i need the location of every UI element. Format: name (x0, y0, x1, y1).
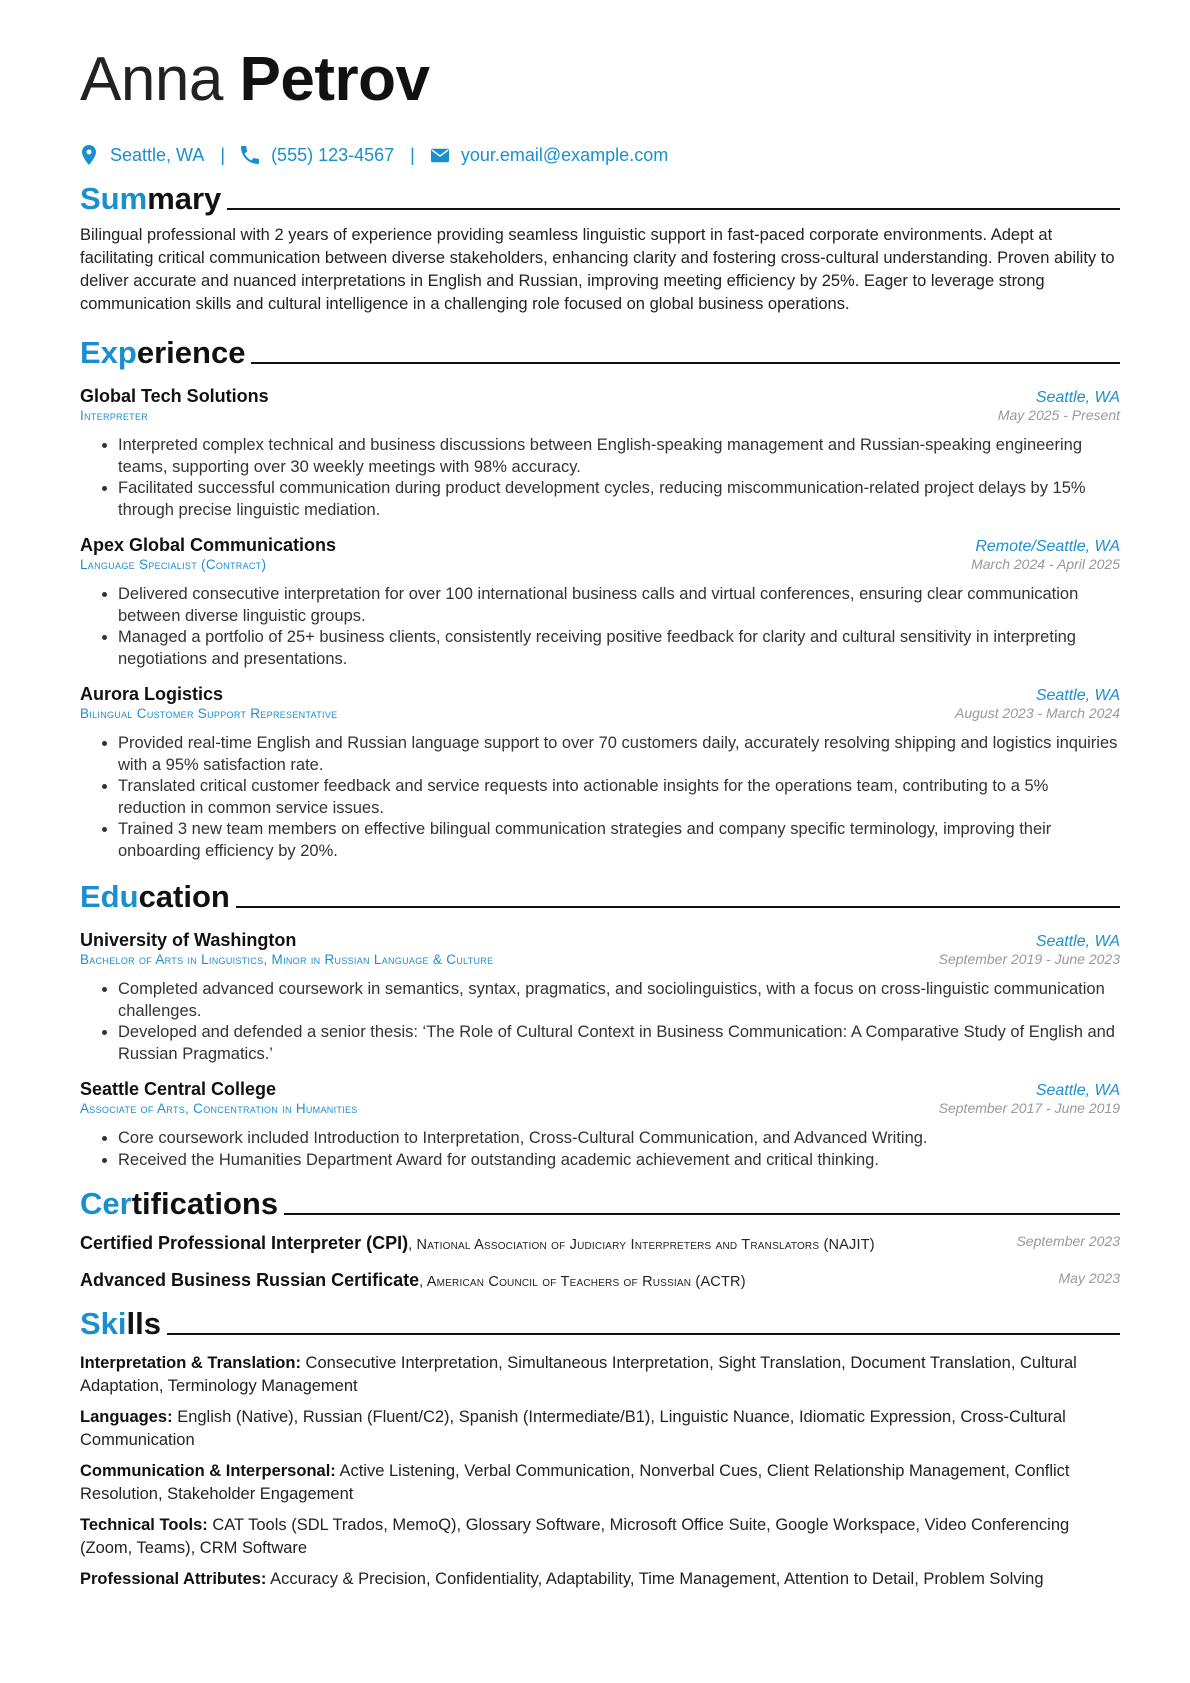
bullet-item: • Interpreted complex technical and business discussions between English-speaking management and Russian-speaking engineering teams, supporting over 30 weekly meetings with 98% accuracy. (118, 435, 1120, 478)
bullet-item: • Trained 3 new team members on effective bilingual communication strategies and company specific terminology, improving their onboarding efficiency by 20%. (118, 819, 1120, 862)
skill-label: Languages: (80, 1408, 173, 1426)
education-entry (80, 930, 1120, 1065)
last-name: Petrov (239, 45, 430, 114)
skill-line (80, 1460, 1120, 1505)
contact-email[interactable] (431, 145, 668, 166)
bullet-item: • Core coursework included Introduction to Interpretation, Cross-Cultural Communication, and Advanced Writing. (118, 1128, 1120, 1150)
location-text: Seattle, WA (110, 144, 205, 165)
bullet-list (80, 435, 1120, 521)
entry-location: Seattle, WA (1035, 687, 1120, 704)
certification-name: Advanced Business Russian Certificate (80, 1270, 420, 1290)
entry-dates: August 2023 - March 2024 (955, 705, 1120, 721)
envelope-icon (431, 145, 449, 165)
summary-heading (80, 176, 1120, 218)
skill-values: Consecutive Interpretation, Simultaneous Interpretation, Sight Translation, Document Translation, Cultural Adaptation, Terminology Management (80, 1354, 1077, 1395)
entry-location: Remote/Seattle, WA (975, 538, 1120, 555)
school-name: University of Washington (80, 930, 297, 950)
job-title: Bilingual Customer Support Representative (80, 706, 338, 721)
section-title: Skills (80, 1306, 161, 1341)
job-title: Language Specialist (Contract) (80, 557, 267, 572)
certification-issuer: , National Association of Judiciary Interpreters and Translators (NAJIT) (408, 1237, 875, 1253)
section-title: Certifications (80, 1186, 279, 1221)
certification-name: Certified Professional Interpreter (CPI) (80, 1233, 409, 1253)
skills-heading (80, 1301, 1120, 1343)
bullet-list (80, 1128, 1120, 1171)
phone-text: (555) 123-4567 (271, 144, 395, 165)
degree-title: Bachelor of Arts in Linguistics, Minor in Russian Language & Culture (80, 952, 494, 967)
job-title: Interpreter (80, 408, 149, 423)
degree-title: Associate of Arts, Concentration in Humanities (80, 1101, 358, 1116)
bullet-item: • Managed a portfolio of 25+ business clients, consistently receiving positive feedback for clarity and cultural sensitivity in interpreting negotiations and presentations. (118, 627, 1120, 670)
contact-phone[interactable] (241, 145, 394, 166)
education-heading (80, 874, 1120, 916)
skill-line (80, 1406, 1120, 1451)
contact-bar (80, 142, 1120, 168)
bullet-item: • Developed and defended a senior thesis: ‘The Role of Cultural Context in Business Communication: A Comparative Study of English and Russian Pragmatics.’ (118, 1022, 1120, 1065)
map-pin-icon (80, 145, 98, 165)
candidate-name (80, 40, 1120, 120)
bullet-item: • Received the Humanities Department Award for outstanding academic achievement and critical thinking. (118, 1150, 1120, 1172)
certification-issuer: , American Council of Teachers of Russian (ACTR) (419, 1274, 746, 1290)
entry-dates: May 2025 - Present (997, 407, 1120, 423)
employer-name: Aurora Logistics (80, 684, 224, 704)
section-rule (251, 362, 1120, 364)
skill-values: English (Native), Russian (Fluent/C2), Spanish (Intermediate/B1), Linguistic Nuance, Idiomatic Expression, Cross-Cultural Communication (80, 1408, 1066, 1449)
experience-heading (80, 330, 1120, 372)
certification-entry (80, 1233, 1120, 1256)
entry-location: Seattle, WA (1035, 933, 1120, 950)
bullet-list (80, 733, 1120, 862)
skill-label: Communication & Interpersonal: (80, 1462, 336, 1480)
bullet-item: • Delivered consecutive interpretation for over 100 international business calls and virtual conferences, ensuring clear communication between diverse linguistic groups. (118, 584, 1120, 627)
certification-date: September 2023 (1016, 1233, 1120, 1249)
employer-name: Apex Global Communications (80, 535, 337, 555)
bullet-item: • Facilitated successful communication during product development cycles, reducing miscommunication-related project delays by 15% through precise linguistic mediation. (118, 478, 1120, 521)
email-text: your.email@example.com (460, 144, 669, 165)
certification-entry (80, 1270, 1120, 1293)
bullet-item: • Completed advanced coursework in semantics, syntax, pragmatics, and sociolinguistics, with a focus on cross-linguistic communication challenges. (118, 979, 1120, 1022)
skill-line (80, 1568, 1120, 1591)
section-rule (227, 208, 1120, 210)
skill-label: Professional Attributes: (80, 1570, 267, 1588)
school-name: Seattle Central College (80, 1079, 277, 1099)
certifications-heading (80, 1181, 1120, 1223)
employer-name: Global Tech Solutions (80, 386, 269, 406)
section-title: Summary (80, 181, 222, 216)
skill-label: Interpretation & Translation: (80, 1354, 301, 1372)
entry-dates: March 2024 - April 2025 (971, 556, 1120, 572)
first-name: Anna (80, 45, 223, 114)
skill-values: Active Listening, Verbal Communication, Nonverbal Cues, Client Relationship Management, Conflict Resolution, Stakeholder Engagement (80, 1462, 1070, 1503)
section-title: Education (80, 879, 230, 914)
certification-date: May 2023 (1058, 1270, 1120, 1286)
entry-dates: September 2019 - June 2023 (938, 951, 1120, 967)
entry-location: Seattle, WA (1035, 1082, 1120, 1099)
experience-entry (80, 386, 1120, 521)
section-rule (236, 906, 1120, 908)
skill-values: CAT Tools (SDL Trados, MemoQ), Glossary Software, Microsoft Office Suite, Google Workspace, Video Conferencing (Zoom, Teams), CRM Software (80, 1516, 1070, 1557)
phone-icon (241, 145, 259, 165)
bullet-item: • Translated critical customer feedback and service requests into actionable insights for the operations team, contributing to a 5% reduction in common service issues. (118, 776, 1120, 819)
section-rule (167, 1333, 1120, 1335)
bullet-item: • Provided real-time English and Russian language support to over 70 customers daily, accurately resolving shipping and logistics inquiries with a 95% satisfaction rate. (118, 733, 1120, 776)
entry-location: Seattle, WA (1035, 389, 1120, 406)
skill-label: Technical Tools: (80, 1516, 208, 1534)
contact-location (80, 145, 204, 166)
skill-line (80, 1352, 1120, 1397)
contact-separator: | (410, 144, 415, 165)
bullet-list (80, 979, 1120, 1065)
skill-line (80, 1514, 1120, 1559)
skill-values: Accuracy & Precision, Confidentiality, Adaptability, Time Management, Attention to Detail, Problem Solving (266, 1570, 1044, 1588)
experience-entry (80, 684, 1120, 862)
section-title: Experience (80, 335, 246, 370)
entry-dates: September 2017 - June 2019 (938, 1100, 1120, 1116)
section-rule (284, 1213, 1120, 1215)
education-entry (80, 1079, 1120, 1171)
contact-separator: | (220, 144, 226, 165)
experience-entry (80, 535, 1120, 670)
bullet-list (80, 584, 1120, 670)
resume-page (80, 40, 1120, 1591)
summary-text: Bilingual professional with 2 years of experience providing seamless linguistic support in fast-paced corporate environments. Adept at facilitating critical communication between diverse stakeholders, enhancing clarity and fostering cross-cultural understanding. Proven ability to deliver accurate and nuanced interpretations in English and Russian, improving meeting efficiency by 25%. Eager to leverage strong communication skills and cultural intelligence in a challenging role focused on global business operations. (80, 226, 1115, 313)
